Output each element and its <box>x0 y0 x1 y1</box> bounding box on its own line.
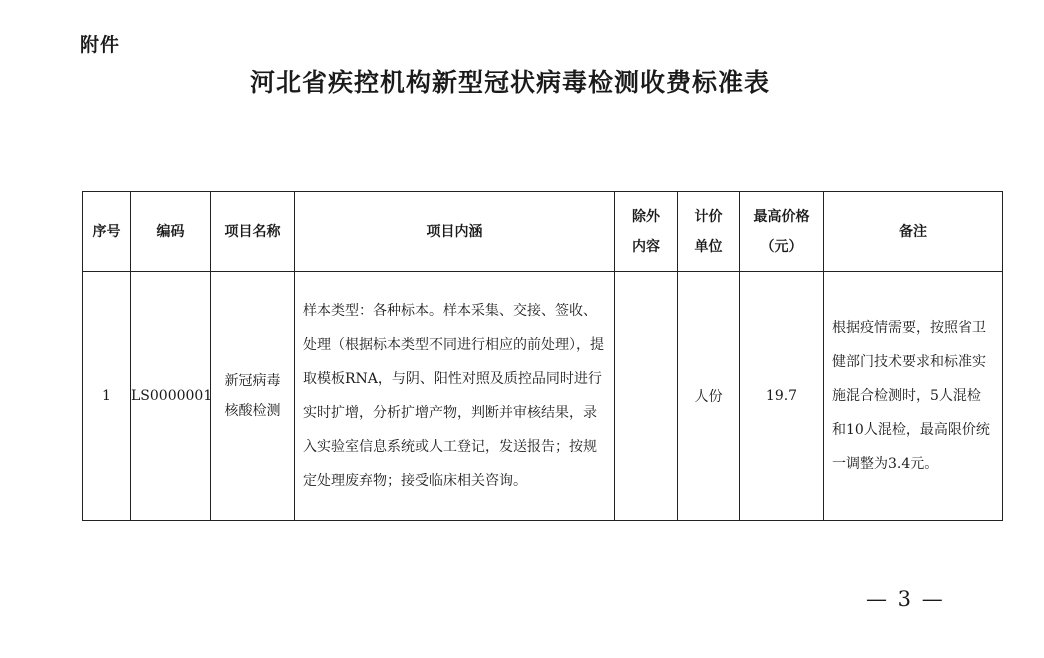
fee-standard-table <box>82 191 1003 521</box>
header-unit-line1: 计价 <box>694 208 723 225</box>
header-item-name: 项目名称 <box>211 192 295 272</box>
cell-remarks: 根据疫情需要，按照省卫健部门技术要求和标准实施混合检测时，5人混检和10人混检，最高限价统一调整为3.4元。 <box>824 272 1003 521</box>
header-excluded-line1: 除外 <box>632 208 660 225</box>
header-remarks: 备注 <box>824 192 1003 272</box>
page-number: — 3 — <box>866 587 945 611</box>
header-seq: 序号 <box>83 192 131 272</box>
header-excluded <box>615 192 678 272</box>
table-header-row <box>83 192 1003 272</box>
cell-max-price: 19.7 <box>740 272 824 521</box>
header-item-content: 项目内涵 <box>295 192 615 272</box>
header-code: 编码 <box>131 192 211 272</box>
header-max-price <box>740 192 824 272</box>
header-excluded-line2: 内容 <box>632 238 660 255</box>
header-unit <box>678 192 740 272</box>
cell-seq: 1 <box>83 272 131 521</box>
cell-item-name-line2: 核酸检测 <box>224 403 281 419</box>
cell-item-name <box>211 272 295 521</box>
table-row <box>83 272 1003 521</box>
attachment-label: 附件 <box>80 34 121 56</box>
document-title: 河北省疾控机构新型冠状病毒检测收费标准表 <box>249 68 770 97</box>
cell-item-content: 样本类型：各种标本。样本采集、交接、签收、处理（根据标本类型不同进行相应的前处理），提取模板RNA，与阴、阳性对照及质控品同时进行实时扩增，分析扩增产物，判断并审核结果，录入实验室信息系统或人工登记，发送报告；按规定处理废弃物；接受临床相关咨询。 <box>295 272 615 521</box>
header-max-price-line1: 最高价格 <box>753 208 810 225</box>
header-max-price-line2: （元） <box>760 238 803 255</box>
cell-code: LS0000001 <box>131 272 211 521</box>
header-unit-line2: 单位 <box>694 238 723 255</box>
cell-excluded <box>615 272 678 521</box>
cell-unit: 人份 <box>678 272 740 521</box>
cell-item-name-line1: 新冠病毒 <box>224 373 281 389</box>
